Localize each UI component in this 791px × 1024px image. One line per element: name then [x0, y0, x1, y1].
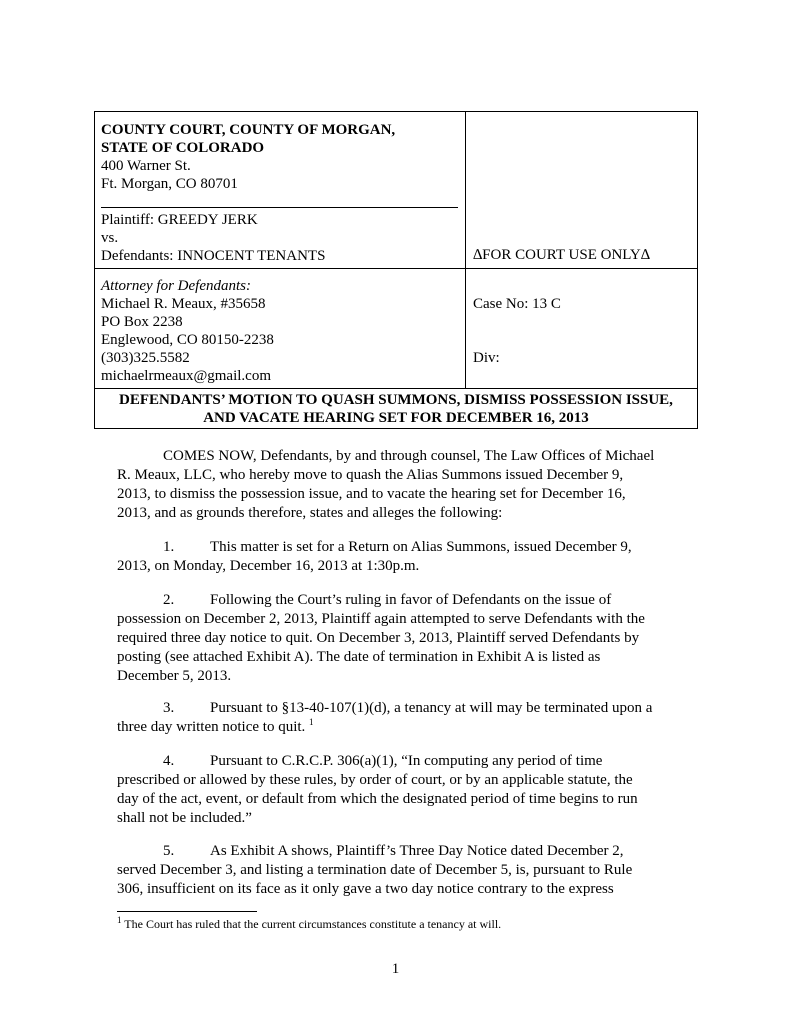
- attorney-phone: (303)325.5582: [101, 350, 190, 366]
- attorney-city: Englewood, CO 80150-2238: [101, 332, 274, 348]
- paragraph-4-number: 4.: [163, 753, 175, 769]
- paragraph-4-line: Pursuant to C.R.C.P. 306(a)(1), “In computing any period of time: [210, 753, 603, 769]
- intro-line: 2013, to dismiss the possession issue, and to vacate the hearing set for December 16,: [117, 486, 626, 502]
- versus-line: vs.: [101, 230, 119, 246]
- paragraph-4-line: prescribed or allowed by these rules, by order of court, or by an applicable statute, the: [117, 772, 633, 788]
- defendants-line: Defendants: INNOCENT TENANTS: [101, 248, 326, 264]
- footnote-marker: 1: [117, 915, 122, 925]
- court-name-line2: STATE OF COLORADO: [101, 140, 265, 156]
- caption-divider-1: [95, 268, 697, 269]
- paragraph-2-line: December 5, 2013.: [117, 668, 232, 684]
- paragraph-2-line: possession on December 2, 2013, Plaintiff again attempted to serve Defendants with the: [117, 611, 645, 627]
- paragraph-2-line: posting (see attached Exhibit A). The date of termination in Exhibit A is listed as: [117, 649, 601, 665]
- page-number: 1: [391, 961, 400, 977]
- footnote-separator: [117, 911, 257, 912]
- paragraph-2-number: 2.: [163, 592, 175, 608]
- motion-title-line2: AND VACATE HEARING SET FOR DECEMBER 16, 2013: [203, 410, 589, 426]
- paragraph-3-line-2: [117, 718, 314, 737]
- attorney-heading: Attorney for Defendants:: [101, 278, 251, 294]
- intro-line: 2013, and as grounds therefore, states and alleges the following:: [117, 505, 503, 521]
- case-caption-box: [94, 111, 698, 429]
- attorney-name: Michael R. Meaux, #35658: [101, 296, 266, 312]
- paragraph-2-line: required three day notice to quit. On December 3, 2013, Plaintiff served Defendants by: [117, 630, 640, 646]
- court-address-line1: 400 Warner St.: [101, 158, 191, 174]
- paragraph-5-number: 5.: [163, 843, 175, 859]
- paragraph-1-number: 1.: [163, 539, 175, 555]
- court-name-line1: COUNTY COURT, COUNTY OF MORGAN,: [101, 122, 396, 138]
- intro-line: R. Meaux, LLC, who hereby move to quash the Alias Summons issued December 9,: [117, 467, 624, 483]
- paragraph-3-text: three day written notice to quit.: [117, 719, 306, 735]
- paragraph-4-line: day of the act, event, or default from which the designated period of time begins to run: [117, 791, 638, 807]
- division-label: Div:: [473, 350, 500, 366]
- court-separator-line: [101, 207, 458, 208]
- paragraph-2-line: Following the Court’s ruling in favor of Defendants on the issue of: [210, 592, 612, 608]
- attorney-po-box: PO Box 2238: [101, 314, 183, 330]
- plaintiff-line: Plaintiff: GREEDY JERK: [101, 212, 258, 228]
- footnote-reference: 1: [309, 717, 314, 727]
- footnote-text: The Court has ruled that the current circumstances constitute a tenancy at will.: [124, 917, 502, 931]
- paragraph-3-number: 3.: [163, 700, 175, 716]
- motion-title-line1: DEFENDANTS’ MOTION TO QUASH SUMMONS, DISMISS POSSESSION ISSUE,: [119, 392, 673, 408]
- paragraph-1-line: This matter is set for a Return on Alias Summons, issued December 9,: [210, 539, 632, 555]
- attorney-email: michaelrmeaux@gmail.com: [101, 368, 272, 384]
- paragraph-5-line: served December 3, and listing a termination date of December 5, is, pursuant to Rule: [117, 862, 633, 878]
- paragraph-3-line: Pursuant to §13-40-107(1)(d), a tenancy at will may be terminated upon a: [210, 700, 653, 716]
- paragraph-5-line: 306, insufficient on its face as it only gave a two day notice contrary to the express: [117, 881, 614, 897]
- intro-line: COMES NOW, Defendants, by and through counsel, The Law Offices of Michael: [163, 448, 655, 464]
- footnote: [117, 917, 501, 932]
- court-use-only-label: ∆FOR COURT USE ONLY∆: [473, 247, 650, 263]
- court-address-line2: Ft. Morgan, CO 80701: [101, 176, 238, 192]
- caption-divider-2: [95, 388, 697, 389]
- caption-vertical-divider: [465, 112, 466, 388]
- case-number: Case No: 13 C: [473, 296, 561, 312]
- paragraph-1-line: 2013, on Monday, December 16, 2013 at 1:30p.m.: [117, 558, 420, 574]
- paragraph-4-line: shall not be included.”: [117, 810, 252, 826]
- paragraph-5-line: As Exhibit A shows, Plaintiff’s Three Day Notice dated December 2,: [210, 843, 624, 859]
